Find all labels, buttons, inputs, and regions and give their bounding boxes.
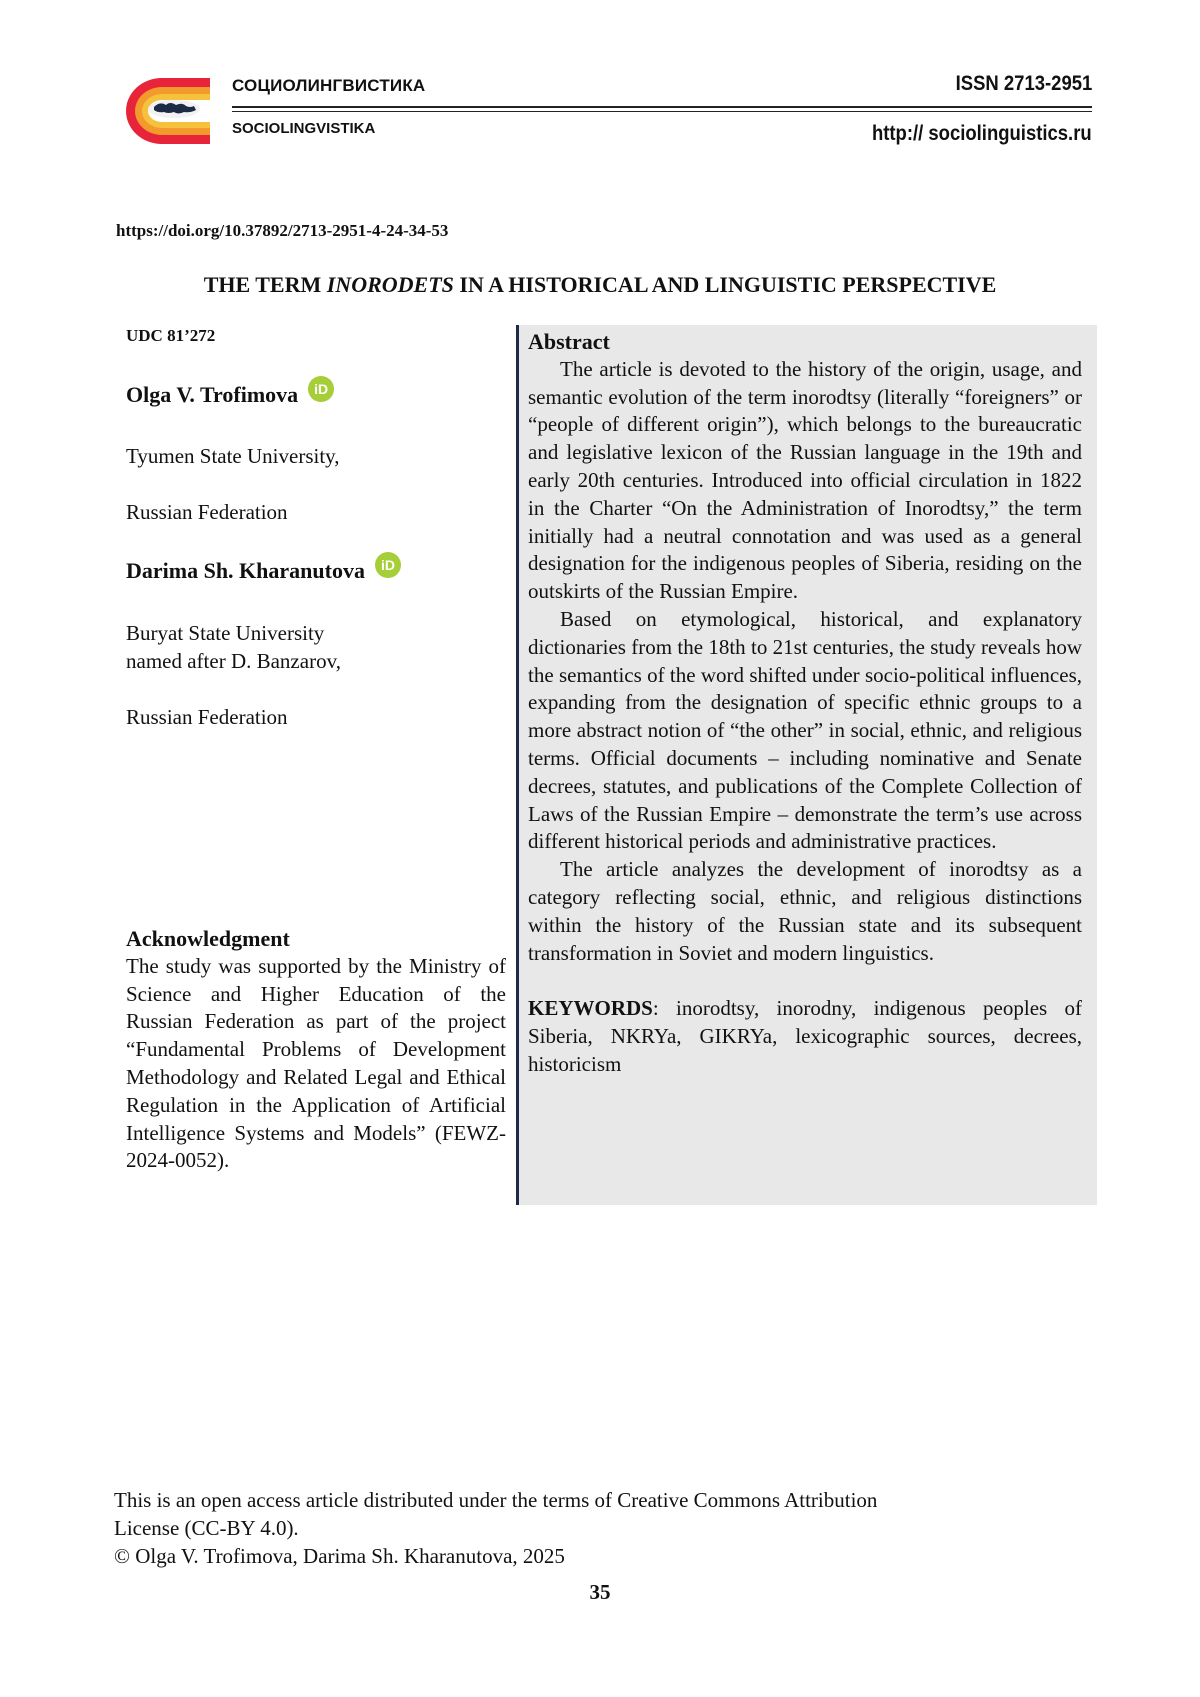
author-name: Darima Sh. Kharanutova: [126, 558, 365, 583]
journal-title-ru: СОЦИОЛИНГВИСТИКА: [232, 76, 426, 95]
author-2-affiliation-line2: named after D. Banzarov,: [126, 649, 341, 673]
author-1: [126, 382, 334, 408]
header-rule-thin: [232, 111, 1092, 112]
acknowledgment: [126, 925, 506, 1175]
orcid-icon[interactable]: iD: [375, 552, 401, 578]
orcid-icon[interactable]: iD: [308, 376, 334, 402]
article-title: [0, 272, 1200, 298]
author-1-affiliation: Tyumen State University,: [126, 444, 340, 468]
acknowledgment-text: The study was supported by the Ministry of Science and Higher Education of the Russian Federation as part of the project “Fundamental Problems of Development Methodology and Related Legal and Ethical Regulation in the Application of Artificial Intelligence Systems and Models” (FEWZ-2024-0052).: [126, 953, 506, 1173]
title-italic-term: INORODETS: [326, 272, 454, 297]
author-1-country: Russian Federation: [126, 500, 288, 524]
copyright: © Olga V. Trofimova, Darima Sh. Kharanutova, 2025: [114, 1544, 565, 1568]
license-line-2: License (CC-BY 4.0).: [114, 1516, 299, 1540]
abstract-paragraph: Based on etymological, historical, and explanatory dictionaries from the 18th to 21st centuries, the study reveals how the semantics of the word shifted under socio-political influences, expanding from the designation of specific ethnic groups to a more abstract notion of “the other” in social, ethnic, and religious terms. Official documents – including nominative and Senate decrees, statutes, and publications of the Complete Collection of Laws of the Russian Empire – demonstrate the term’s use across different historical periods and administrative practices.: [528, 606, 1082, 854]
header-rule: [232, 106, 1092, 108]
issn: ISSN 2713-2951: [955, 72, 1092, 95]
abstract-title: Abstract: [528, 329, 610, 354]
page-number: 35: [589, 1580, 611, 1604]
author-name: Olga V. Trofimova: [126, 382, 299, 407]
abstract: [528, 328, 1082, 1079]
title-part-2: IN A HISTORICAL AND LINGUISTIC PERSPECTIVE: [453, 272, 997, 297]
abstract-paragraph: The article is devoted to the history of the origin, usage, and semantic evolution of the term inorodtsy (literally “foreigners” or “people of different origin”), which belongs to the bureaucratic and legislative lexicon of the Russian language in the 19th and early 20th centuries. Introduced into official circulation in 1822 in the Charter “On the Administration of Inorodtsy,” the term initially had a neutral connotation and was used as a general designation for the indigenous peoples of Siberia, residing on the outskirts of the Russian Empire.: [528, 356, 1082, 604]
journal-title-en: SOCIOLINGVISTIKA: [232, 120, 376, 137]
udc-code: UDC 81’272: [126, 326, 216, 345]
author-2-affiliation-line1: Buryat State University: [126, 621, 325, 645]
keywords: [528, 995, 1082, 1078]
author-2: [126, 558, 401, 584]
keywords-list: : inorodtsy, inorodny, indigenous peoples of Siberia, NKRYa, GIKRYa, lexicographic sources, decrees, historicism: [528, 996, 1082, 1076]
journal-logo: [112, 74, 212, 148]
license-footer: [114, 1486, 1114, 1570]
keywords-label: KEYWORDS: [528, 996, 653, 1021]
license-line-1: This is an open access article distributed under the terms of Creative Commons Attribution: [114, 1488, 878, 1512]
journal-website-link[interactable]: http:// sociolinguistics.ru: [872, 122, 1092, 145]
abstract-paragraph: The article analyzes the development of inorodtsy as a category reflecting social, ethnic, and religious distinctions within the history of the Russian state and its subsequent transformation in Soviet and modern linguistics.: [528, 857, 1082, 965]
doi-link[interactable]: https://doi.org/10.37892/2713-2951-4-24-34-53: [116, 221, 449, 240]
title-part-1: THE TERM: [203, 272, 327, 297]
acknowledgment-title: Acknowledgment: [126, 926, 290, 951]
author-2-country: Russian Federation: [126, 705, 288, 729]
